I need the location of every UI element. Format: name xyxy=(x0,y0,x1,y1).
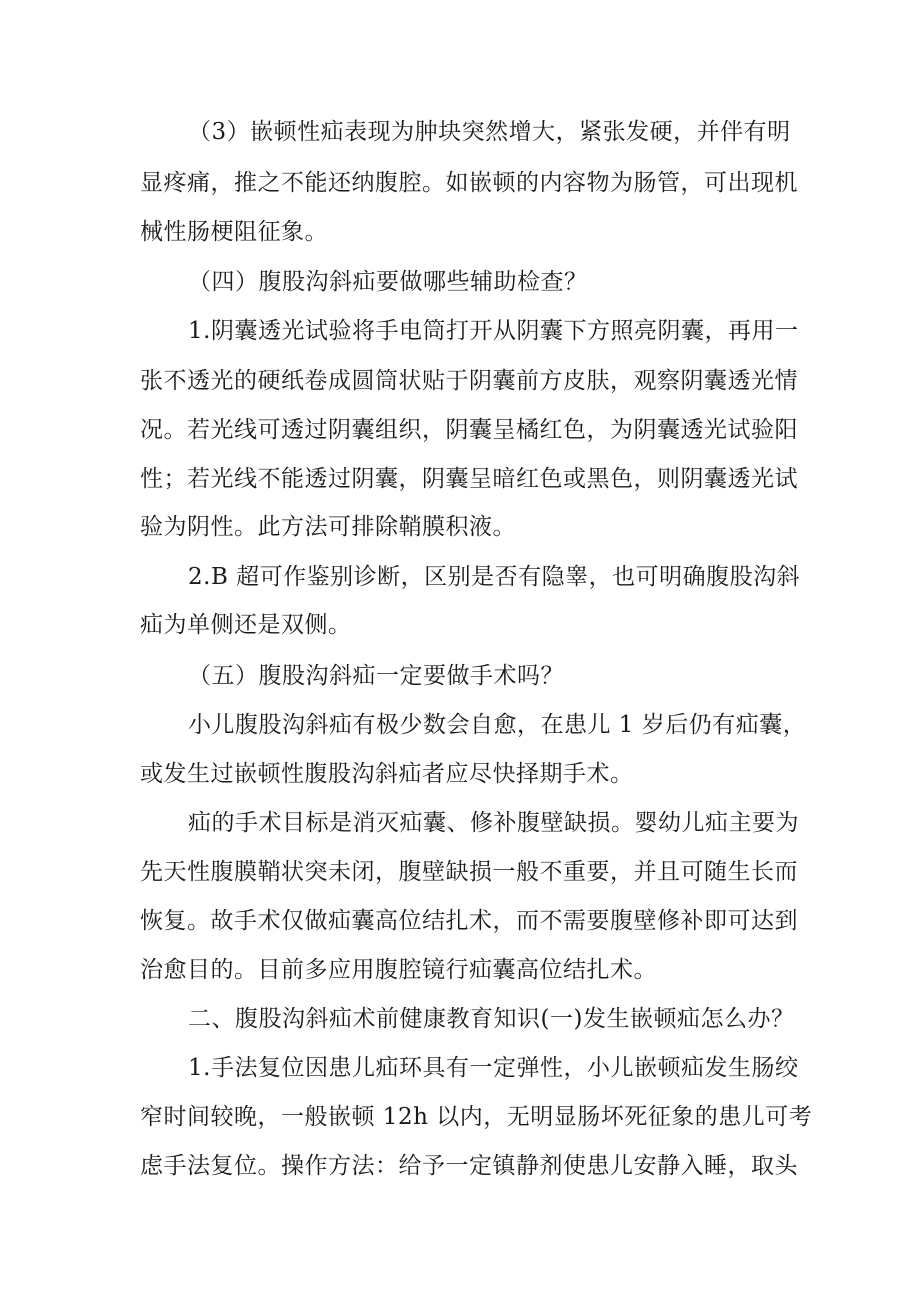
paragraph-line: 小儿腹股沟斜疝有极少数会自愈，在患儿 1 岁后仍有疝囊， xyxy=(188,712,807,738)
paragraph-line: 验为阴性。此方法可排除鞘膜积液。 xyxy=(140,514,516,540)
paragraph-line: 械性肠梗阻征象。 xyxy=(140,219,328,245)
paragraph-line: （3）嵌顿性疝表现为肿块突然增大，紧张发硬，并伴有明 xyxy=(188,119,791,145)
section-heading: （五）腹股沟斜疝一定要做手术吗？ xyxy=(188,663,564,689)
paragraph-line: 性；若光线不能透过阴囊，阴囊呈暗红色或黑色，则阴囊透光试 xyxy=(140,466,798,492)
paragraph-line: 先天性腹膜鞘状突未闭，腹壁缺损一般不重要，并且可随生长而 xyxy=(140,859,798,885)
paragraph-line: 疝的手术目标是消灭疝囊、修补腹壁缺损。婴幼儿疝主要为 xyxy=(188,810,799,836)
paragraph-line: 治愈目的。目前多应用腹腔镜行疝囊高位结扎术。 xyxy=(140,957,657,983)
paragraph-line: 或发生过嵌顿性腹股沟斜疝者应尽快择期手术。 xyxy=(140,761,634,787)
paragraph-line: 2.B 超可作鉴别诊断，区别是否有隐睾，也可明确腹股沟斜 xyxy=(188,564,801,590)
section-heading: （四）腹股沟斜疝要做哪些辅助检查？ xyxy=(188,269,588,295)
section-heading: 二、腹股沟斜疝术前健康教育知识(一)发生嵌顿疝怎么办？ xyxy=(188,1006,795,1032)
paragraph-line: 张不透光的硬纸卷成圆筒状贴于阴囊前方皮肤，观察阴囊透光情 xyxy=(140,368,798,394)
paragraph-line: 1.阴囊透光试验将手电筒打开从阴囊下方照亮阴囊，再用一 xyxy=(188,318,799,344)
paragraph-line: 况。若光线可透过阴囊组织，阴囊呈橘红色，为阴囊透光试验阳 xyxy=(140,417,798,443)
paragraph-line: 1.手法复位因患儿疝环具有一定弹性，小儿嵌顿疝发生肠绞 xyxy=(188,1055,799,1081)
paragraph-line: 恢复。故手术仅做疝囊高位结扎术，而不需要腹壁修补即可达到 xyxy=(140,908,798,934)
paragraph-line: 疝为单侧还是双侧。 xyxy=(140,612,352,638)
paragraph-line: 虑手法复位。操作方法：给予一定镇静剂使患儿安静入睡，取头 xyxy=(140,1153,798,1179)
paragraph-line: 显疼痛，推之不能还纳腹腔。如嵌顿的内容物为肠管，可出现机 xyxy=(140,170,798,196)
paragraph-line: 窄时间较晚，一般嵌顿 12h 以内，无明显肠坏死征象的患儿可考 xyxy=(140,1104,813,1130)
